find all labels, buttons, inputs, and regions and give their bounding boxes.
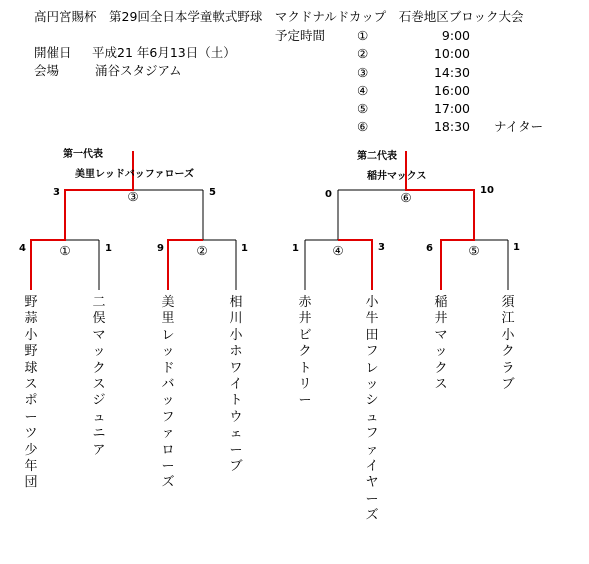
team-name: 二俣マックスジュニア [92,295,106,458]
schedule-no: ③ [357,65,369,80]
schedule-label: 予定時間 [275,28,326,43]
second-rep-label: 第二代表 [357,151,397,162]
schedule-no: ④ [357,83,369,98]
venue-value: 涌谷スタジアム [95,63,182,78]
match-score: 4 [19,243,26,254]
team-name: 相川小ホワイトウェーブ [229,295,243,475]
match-score: 1 [292,243,299,254]
match-score: 1 [513,242,520,253]
date-label: 開催日 [34,45,72,60]
team-name: 小牛田フレッシュファイヤーズ [365,295,379,524]
match-number: ⑤ [468,243,480,258]
match-score: 10 [480,185,494,196]
match-score: 3 [53,187,60,198]
match-score: 1 [241,243,248,254]
match-score: 5 [209,187,216,198]
match-score: 0 [325,189,332,200]
match-number: ③ [127,189,139,204]
schedule-time: 16:00 [433,83,470,98]
first-rep-team: 美里レッドバッファローズ [75,169,194,180]
venue-label: 会場 [34,63,60,78]
first-rep-label: 第一代表 [63,149,103,160]
team-name: 美里レッドバッファローズ [161,295,175,491]
match-number: ⑥ [400,190,412,205]
schedule-no: ⑤ [357,101,369,116]
match-score: 9 [157,243,164,254]
schedule-no: ⑥ [357,119,369,134]
schedule-time: 18:30 [433,119,470,134]
match-number: ④ [332,243,344,258]
team-name: 稲井マックス [434,295,448,393]
schedule-note: ナイター [494,119,544,134]
match-score: 1 [105,243,112,254]
match-number: ② [196,243,208,258]
team-name: 須江小クラブ [501,295,515,393]
tournament-title: 高円宮賜杯 第29回全日本学童軟式野球 マクドナルドカップ 石巻地区ブロック大会 [34,9,524,24]
team-name: 赤井ビクトリー [298,295,312,409]
second-rep-team: 稲井マックス [367,171,427,182]
match-score: 6 [426,243,433,254]
schedule-time: 14:30 [433,65,470,80]
match-number: ① [59,243,71,258]
schedule-no: ① [357,28,369,43]
schedule-time: 10:00 [433,46,470,61]
match-score: 3 [378,242,385,253]
schedule-no: ② [357,46,369,61]
schedule-time: 9:00 [441,28,470,43]
date-value: 平成21 年6月13日（土） [92,45,236,60]
team-name: 野蒜小野球スポーツ少年団 [24,295,38,491]
schedule-time: 17:00 [433,101,470,116]
